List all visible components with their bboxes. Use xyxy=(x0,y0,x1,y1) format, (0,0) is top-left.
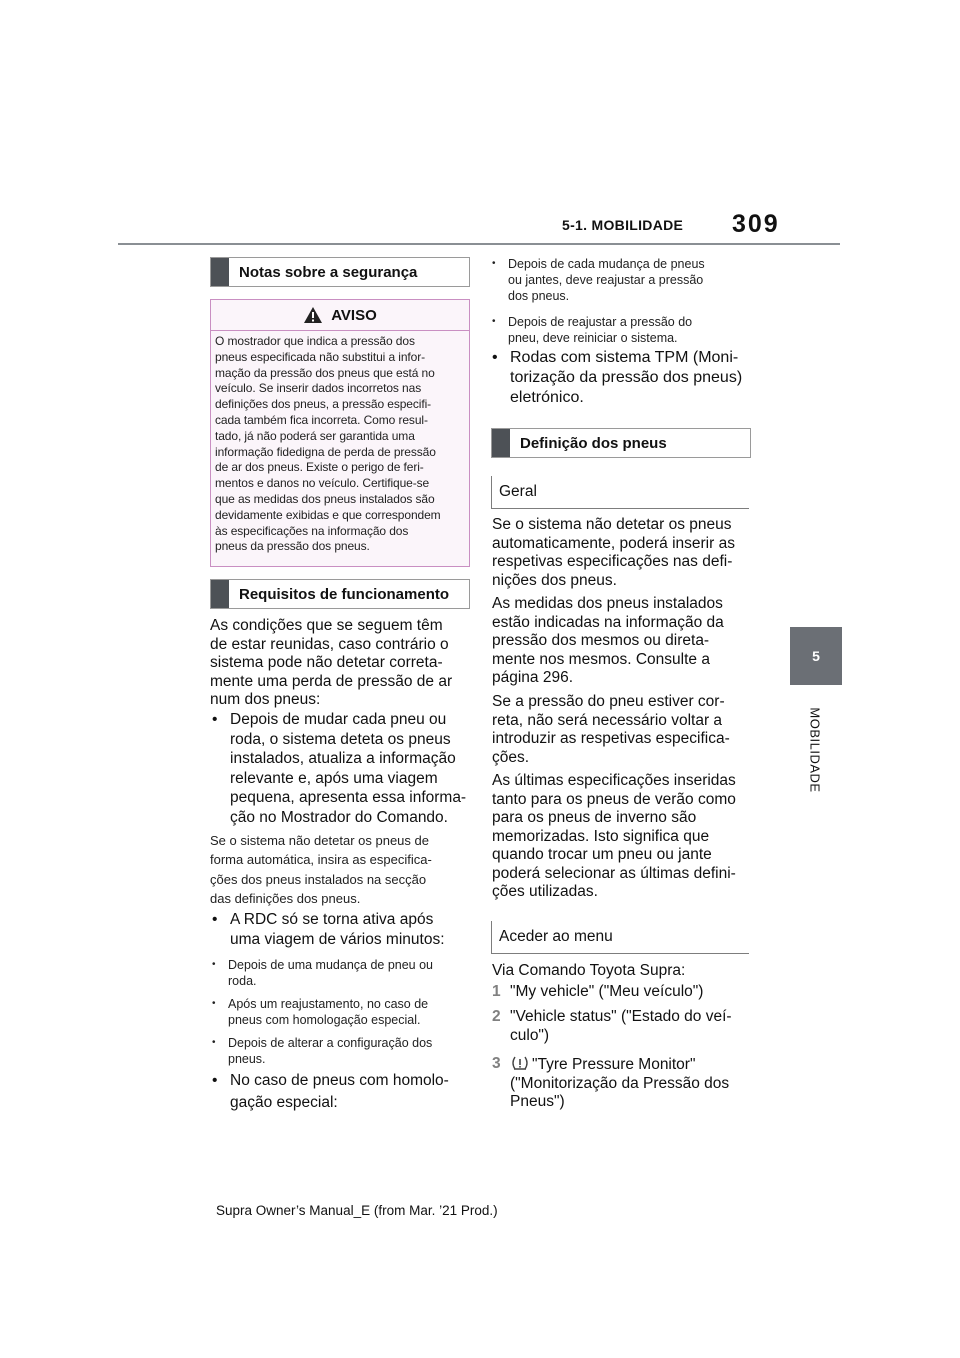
definition-heading: Definição dos pneus xyxy=(520,434,667,452)
sub-bullet-item: • Depois de uma mudança de pneu ou roda. xyxy=(212,958,434,988)
bullet-marker: • xyxy=(212,959,216,970)
bullet-marker: • xyxy=(492,349,498,366)
sub-bullet-item: • Depois de alterar a configuração dos pneus. xyxy=(212,1036,433,1066)
step-number: 3 xyxy=(492,1055,501,1072)
bullet-marker: • xyxy=(212,998,216,1009)
bullet-marker: • xyxy=(212,911,218,928)
definition-paragraph-3: Se a pressão do pneu estiver cor- reta, não será necessário voltar a introduzir as respetivas especifica- ções. xyxy=(492,693,730,766)
page-number: 309 xyxy=(732,210,780,238)
bullet-item: • A RDC só se torna ativa após uma viagem de vários minutos: xyxy=(212,911,445,948)
bullet-marker: • xyxy=(212,1037,216,1048)
chapter-side-label: MOBILIDADE xyxy=(807,707,823,793)
bullet-item: • Rodas com sistema TPM (Moni- torização da pressão dos pneus) eletrónico. xyxy=(492,349,743,406)
bullet-marker: • xyxy=(492,258,496,269)
note-paragraph: Se o sistema não detetar os pneus de forma automática, insira as especifica- ções dos pneus instalados na secção das definições dos pneus. xyxy=(210,833,432,906)
bullet-item: • Depois de mudar cada pneu ou roda, o sistema deteta os pneus instalados, atualiza a informação relevante e, após uma viagem pequena, apresenta essa informa- ção no Mostrador do Comando. xyxy=(212,711,467,826)
bullet-item: • No caso de pneus com homolo- gação especial: xyxy=(212,1072,449,1111)
general-subheading: Geral xyxy=(491,476,749,509)
section-marker xyxy=(211,258,229,286)
chapter-tab: 5 xyxy=(790,627,842,685)
step-number: 1 xyxy=(492,983,501,1000)
step-item: 2 "Vehicle status" ("Estado do veí- culo") xyxy=(492,1008,732,1044)
bullet-marker: • xyxy=(212,711,218,728)
section-marker xyxy=(211,580,229,608)
requirements-heading: Requisitos de funcionamento xyxy=(239,585,450,603)
section-marker xyxy=(492,429,510,457)
sub-bullet-item: • Depois de cada mudança de pneus ou jantes, deve reajustar a pressão dos pneus. xyxy=(492,257,705,303)
definition-paragraph-4: As últimas especificações inseridas tanto para os pneus de verão como para os pneus de inverno são memorizadas. Isto significa que quando trocar um pneu ou jante poderá selecionar as últimas defini- ções utilizadas. xyxy=(492,772,736,900)
sub-bullet-item: • Após um reajustamento, no caso de pneus com homologação especial. xyxy=(212,997,429,1027)
step-item: 1 "My vehicle" ("Meu veículo") xyxy=(492,983,704,1000)
requirements-section-header xyxy=(210,579,470,609)
bullet-marker: • xyxy=(212,1072,218,1089)
definition-section-header xyxy=(491,428,751,458)
safety-section-header xyxy=(210,257,470,287)
sub-bullet-item: • Depois de reajustar a pressão do pneu, deve reiniciar o sistema. xyxy=(492,315,693,345)
manual-footer: Supra Owner’s Manual_E (from Mar. ’21 Prod.) xyxy=(216,1203,498,1218)
bullet-marker: • xyxy=(492,316,496,327)
definition-paragraph-2: As medidas dos pneus instalados estão indicadas na informação da pressão dos mesmos ou direta- mente nos mesmos. Consulte a página 296. xyxy=(492,595,724,686)
warning-box xyxy=(210,299,470,567)
warning-triangle-icon xyxy=(303,306,323,324)
warning-text: O mostrador que indica a pressão dos pneus especificada não substitui a infor- mação da pressão dos pneus que está no veículo. Se inserir dados incorretos nas definições dos pneus, a pressão especifi- cada também fica incorreta. Como resul- tado, já não poderá ser garantida uma informação fidedigna de perda de pressão de ar dos pneus. Existe o perigo de feri- mentos e danos no veículo. Certifique-se que as medidas dos pneus instalados são devidamente exibidas e que correspondem às especificações na informação dos pneus da pressão dos pneus. xyxy=(215,334,441,554)
requirements-intro: As condições que se seguem têm de estar reunidas, caso contrário o sistema pode não detetar correta- mente uma perda de pressão de ar num dos pneus: xyxy=(210,617,453,708)
via-line: Via Comando Toyota Supra: xyxy=(492,962,686,979)
safety-heading: Notas sobre a segurança xyxy=(239,263,418,281)
running-header-section: 5-1. MOBILIDADE xyxy=(562,217,684,233)
step-item: 3 "Tyre Pressure Monitor" ("Monitorização da Pressão dos Pneus") xyxy=(492,1055,730,1110)
tyre-pressure-warning-icon xyxy=(510,1055,530,1071)
warning-title: AVISO xyxy=(211,300,469,331)
menu-subheading: Aceder ao menu xyxy=(491,921,749,954)
definition-paragraph-1: Se o sistema não detetar os pneus automaticamente, poderá inserir as respetivas especificações nas defi- nições dos pneus. xyxy=(492,516,735,589)
header-rule xyxy=(118,243,840,245)
step-number: 2 xyxy=(492,1008,501,1025)
